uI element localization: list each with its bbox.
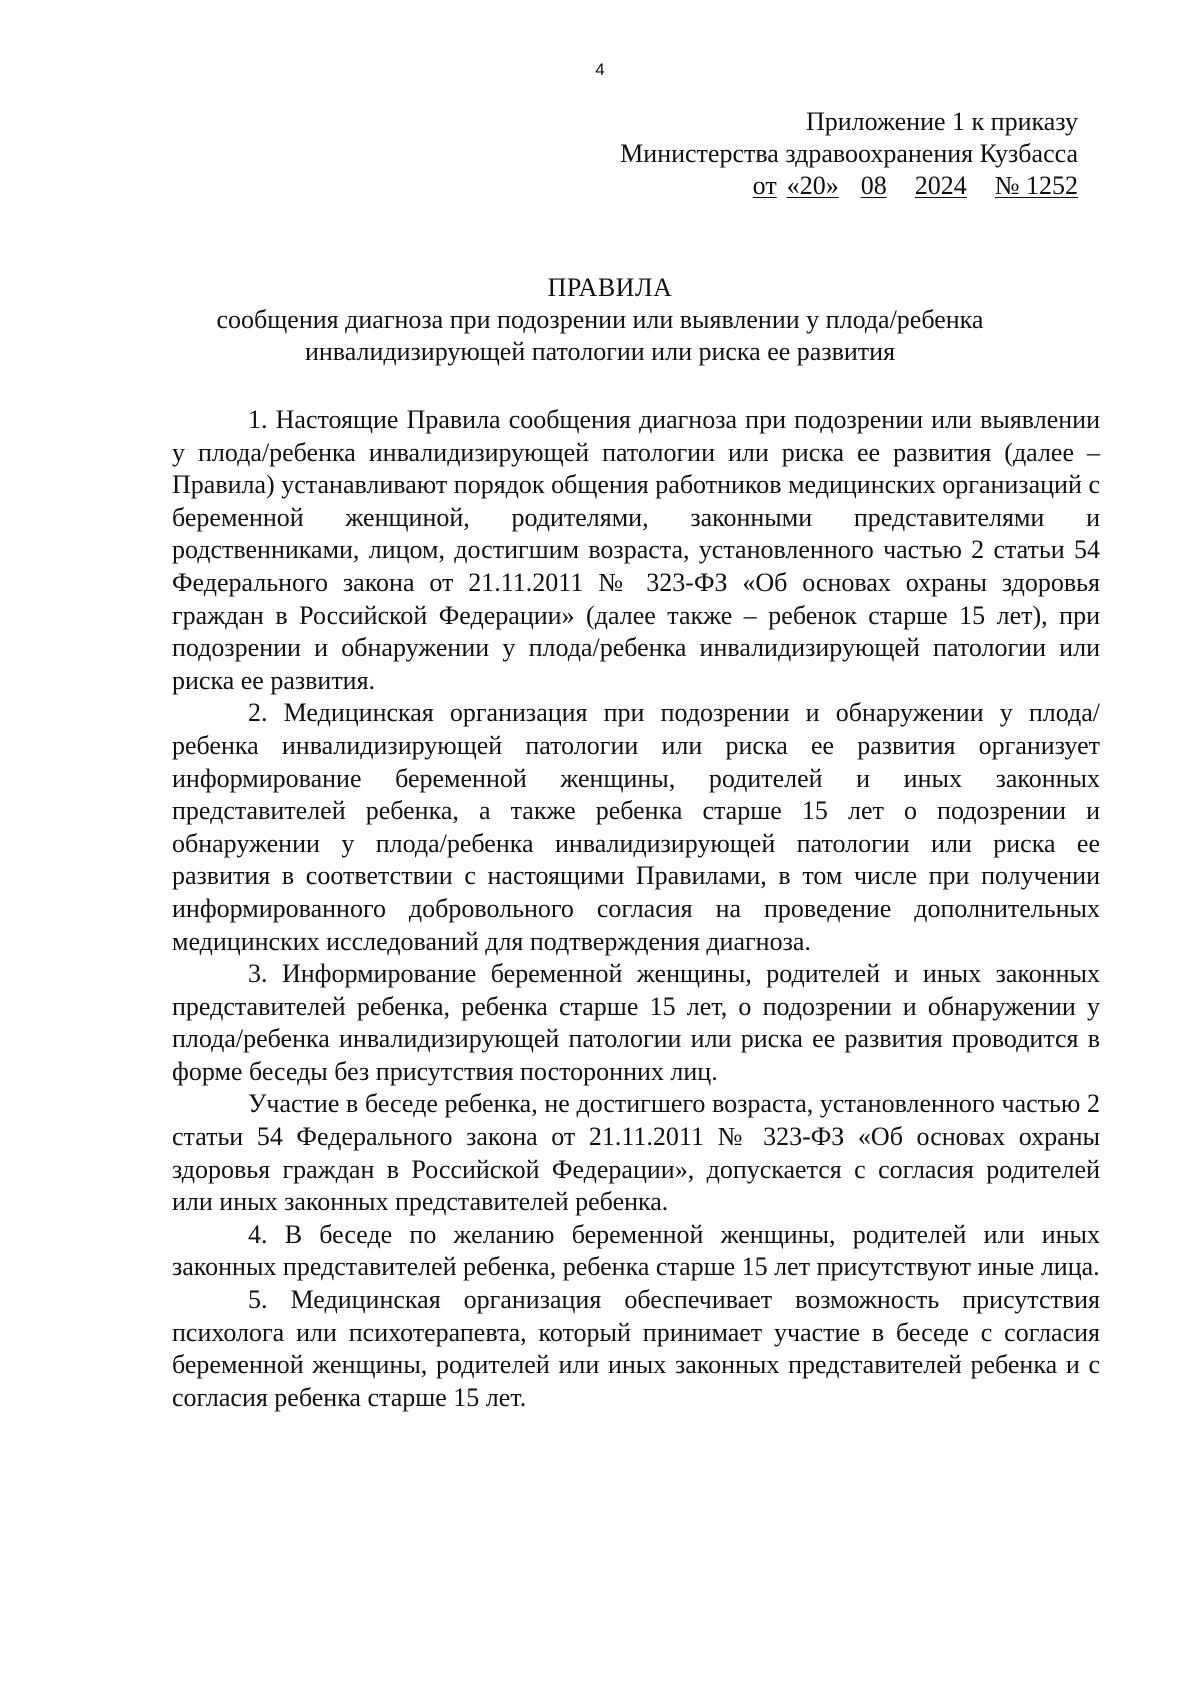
order-day: «20» xyxy=(786,171,839,200)
document-title: ПРАВИЛА xyxy=(547,273,673,302)
paragraph-1: 1. Настоящие Правила сообщения диагноза при подозрении или выявлении у плода/ребенка инвалидизирующей патологии или риска ее развития (далее – Правила) устанавливают порядок общения работников медицинских организаций с беременной женщиной, родителями, законными представителями и родственниками, лицом, достигшим возраста, установленного частью 2 статьи 54 Федерального закона от 21.11.2011 № 323-ФЗ «Об основах охраны здоровья граждан в Российской Федерации» (далее также – ребенок старше 15 лет), при подозрении и обнаружении у плода/ребенка инвалидизирующей патологии или риска ее развития. xyxy=(172,405,1100,695)
order-year: 2024 xyxy=(914,171,967,200)
appendix-header xyxy=(620,106,1078,202)
paragraph-3-continuation: Участие в беседе ребенка, не достигшего возраста, установленного частью 2 статьи 54 Федерального закона от 21.11.2011 № 323-ФЗ «Об основах охраны здоровья граждан в Российской Федерации», допускается с согласия родителей или иных законных представителей ребенка. xyxy=(172,1089,1100,1217)
paragraph-3: 3. Информирование беременной женщины, родителей и иных законных представителей ребенка, ребенка старше 15 лет, о подозрении и обнаружении у плода/ребенка инвалидизирующей патологии или риска ее развития проводится в форме беседы без присутствия посторонних лиц. xyxy=(172,959,1100,1086)
order-month: 08 xyxy=(860,171,887,200)
document-subtitle-line-1: сообщения диагноза при подозрении или выявлении у плода/ребенка xyxy=(216,305,984,334)
document-body xyxy=(172,404,1100,1414)
paragraph-5: 5. Медицинская организация обеспечивает возможность присутствия психолога или психотерапевта, который принимает участие в беседе с согласия беременной женщины, родителей или иных законных представителей ребенка и с согласия ребенка старше 15 лет. xyxy=(172,1285,1100,1412)
order-number: № 1252 xyxy=(994,171,1078,200)
order-prefix: от xyxy=(752,171,777,200)
paragraph-4: 4. В беседе по желанию беременной женщины, родителей или иных законных представителей ребенка, ребенка старше 15 лет присутствуют иные лица. xyxy=(172,1219,1100,1282)
document-subtitle-line-2: инвалидизирующей патологии или риска ее развития xyxy=(304,337,896,366)
appendix-line-2: Министерства здравоохранения Кузбасса xyxy=(620,139,1078,168)
document-title-block xyxy=(100,272,1100,368)
paragraph-2: 2. Медицинская организация при подозрении и обнаружении у плода/ребенка инвалидизирующей патологии или риска ее развития организует информирование беременной женщины, родителей и иных законных представителей ребенка, а также ребенка старше 15 лет о подозрении и обнаружении у плода/ребенка инвалидизирующей патологии или риска ее развития в соответствии с настоящими Правилами, в том числе при получении информированного добровольного согласия на проведение дополнительных медицинских исследований для подтверждения диагноза. xyxy=(172,698,1100,956)
appendix-line-1: Приложение 1 к приказу xyxy=(805,107,1078,136)
order-reference xyxy=(620,170,1078,202)
page-number: 4 xyxy=(595,60,605,79)
